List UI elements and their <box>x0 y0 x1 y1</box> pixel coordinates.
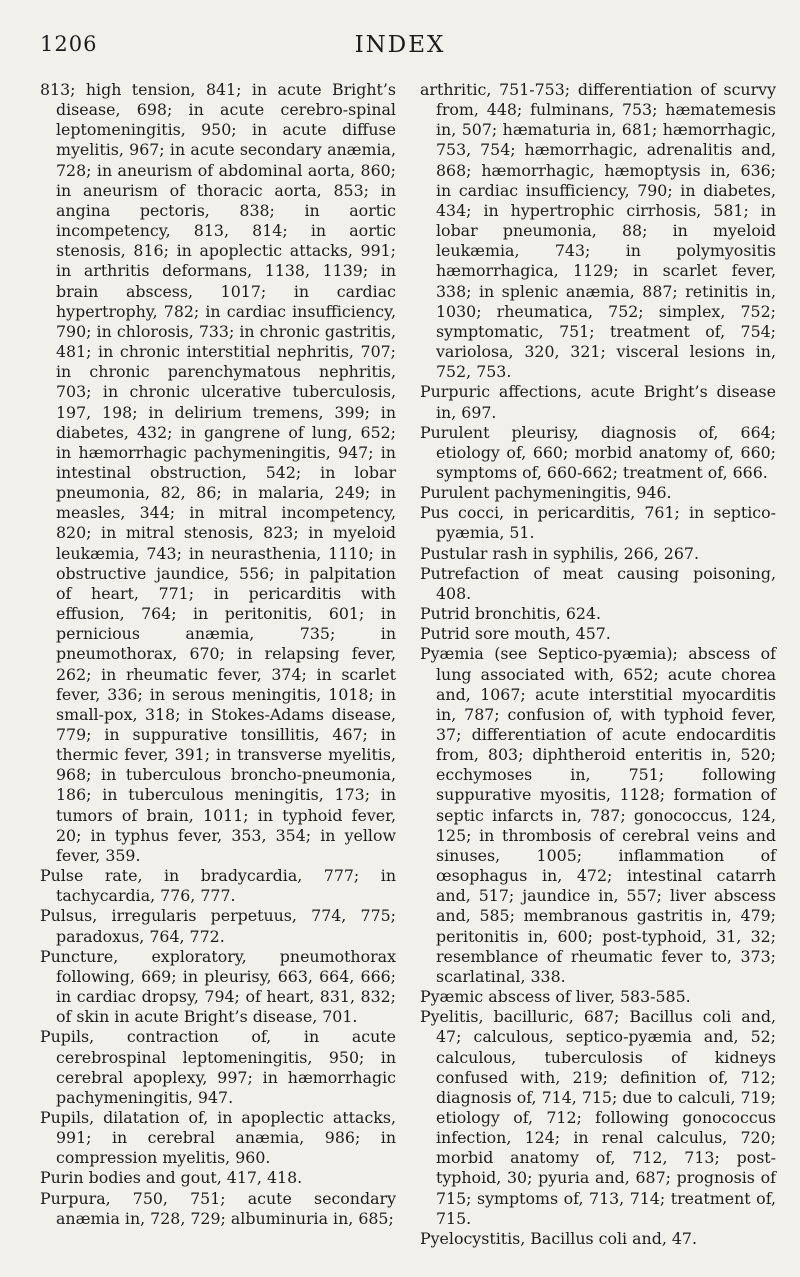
index-entry: Pyæmic abscess of liver, 583-585. <box>420 987 691 1007</box>
index-entry: Pupils, contraction of, in acute cerebrospinal leptomeningitis, 950; in cerebral apoplexy, 997; in hæmorrhagic pachymeningitis, 947. <box>40 1027 396 1107</box>
index-entry: 813; high tension, 841; in acute Bright’s disease, 698; in acute cerebro-spinal leptomeningitis, 950; in acute diffuse myelitis, 967; in acute secondary anæmia, 728; in aneurism of abdominal aorta, 860; in aneurism of thoracic aorta, 853; in angina pectoris, 838; in aortic incompetency, 813, 814; in aortic stenosis, 816; in apoplectic attacks, 991; in arthritis deformans, 1138, 1139; in brain abscess, 1017; in cardiac hypertrophy, 782; in cardiac insufficiency, 790; in chlorosis, 733; in chronic gastritis, 481; in chronic interstitial nephritis, 707; in chronic parenchymatous nephritis, 703; in chronic ulcerative tuberculosis, 197, 198; in delirium tremens, 399; in diabetes, 432; in gangrene of lung, 652; in hæmorrhagic pachymeningitis, 947; in intestinal obstruction, 542; in lobar pneumonia, 82, 86; in malaria, 249; in measles, 344; in mitral incompetency, 820; in mitral stenosis, 823; in myeloid leukæmia, 743; in neurasthenia, 1110; in obstructive jaundice, 556; in palpitation of heart, 771; in pericarditis with effusion, 764; in peritonitis, 601; in pernicious anæmia, 735; in pneumothorax, 670; in relapsing fever, 262; in rheumatic fever, 374; in scarlet fever, 336; in serous meningitis, 1018; in small-pox, 318; in Stokes-Adams disease, 779; in suppurative tonsillitis, 467; in thermic fever, 391; in transverse myelitis, 968; in tuberculous broncho-pneumonia, 186; in tuberculous meningitis, 173; in tumors of brain, 1011; in typhoid fever, 20; in typhus fever, 353, 354; in yellow fever, 359. <box>40 80 396 865</box>
index-entry: Pupils, dilatation of, in apoplectic attacks, 991; in cerebral anæmia, 986; in compression myelitis, 960. <box>40 1107 396 1168</box>
index-entry: Pyelocystitis, Bacillus coli and, 47. <box>420 1228 697 1248</box>
index-entry: arthritic, 751-753; differentiation of scurvy from, 448; fulminans, 753; hæmatemesis in, 507; hæmaturia in, 681; hæmorrhagic, 753, 754; hæmorrhagic, adrenalitis and, 868; hæmorrhagic, hæmoptysis in, 636; in cardiac insufficiency, 790; in diabetes, 434; in hypertrophic cirrhosis, 581; in lobar pneumonia, 88; in myeloid leukæmia, 743; in polymyositis hæmorrhagica, 1129; in scarlet fever, 338; in splenic anæmia, 887; retinitis in, 1030; rheumatica, 752; simplex, 752; symptomatic, 751; treatment of, 754; variolosa, 320, 321; visceral lesions in, 752, 753. <box>420 80 776 382</box>
index-entry: Putrid sore mouth, 457. <box>420 624 611 644</box>
page-number: 1206 <box>40 32 98 56</box>
index-entry: Pulsus, irregularis perpetuus, 774, 775; paradoxus, 764, 772. <box>40 906 396 946</box>
index-entry: Putrid bronchitis, 624. <box>420 604 602 624</box>
index-entry: Puncture, exploratory, pneumothorax following, 669; in pleurisy, 663, 664, 666; in cardiac dropsy, 794; of heart, 831, 832; of skin in acute Bright’s disease, 701. <box>40 946 396 1027</box>
index-entry: Purulent pachymeningitis, 946. <box>420 483 672 503</box>
index-entry: Pyelitis, bacilluric, 687; Bacillus coli and, 47; calculous, septico-pyæmia and, 52; calculous, tuberculosis of kidneys confused with, 219; definition of, 712; diagnosis of, 714, 715; due to calculi, 719; etiology of, 712; following gonococcus infection, 124; in renal calculus, 720; morbid anatomy of, 712, 713; post-typhoid, 30; pyuria and, 687; prognosis of 715; symptoms of, 713, 714; treatment of, 715. <box>420 1007 776 1228</box>
index-entry: Pus cocci, in pericarditis, 761; in septico-pyæmia, 51. <box>420 503 776 543</box>
right-column <box>420 80 776 1249</box>
index-entry: Pustular rash in syphilis, 266, 267. <box>420 543 699 563</box>
left-column <box>40 80 396 1229</box>
index-entry: Purpura, 750, 751; acute secondary anæmia in, 728, 729; albuminuria in, 685; <box>40 1188 396 1228</box>
index-entry: Putrefaction of meat causing poisoning, 408. <box>420 563 776 603</box>
index-entry: Purulent pleurisy, diagnosis of, 664; etiology of, 660; morbid anatomy of, 660; symptoms of, 660-662; treatment of, 666. <box>420 422 776 482</box>
running-head: INDEX <box>354 32 446 58</box>
index-entry: Pulse rate, in bradycardia, 777; in tachycardia, 776, 777. <box>40 866 396 906</box>
index-entry: Purpuric affections, acute Bright’s disease in, 697. <box>420 382 776 422</box>
index-entry: Pyæmia (see Septico-pyæmia); abscess of lung associated with, 652; acute chorea and, 1067; acute interstitial myocarditis in, 787; confusion of, with typhoid fever, 37; differentiation of acute endocarditis from, 803; diphtheroid enteritis in, 520; ecchymoses in, 751; following suppurative myositis, 1128; formation of septic infarcts in, 787; gonococcus, 124, 125; in thrombosis of cerebral veins and sinuses, 1005; inflammation of œsophagus in, 472; intestinal catarrh and, 517; jaundice in, 557; liver abscess and, 585; membranous gastritis in, 479; peritonitis in, 600; post-typhoid, 31, 32; resemblance of rheumatic fever to, 373; scarlatinal, 338. <box>420 644 776 986</box>
index-entry: Purin bodies and gout, 417, 418. <box>40 1168 303 1188</box>
